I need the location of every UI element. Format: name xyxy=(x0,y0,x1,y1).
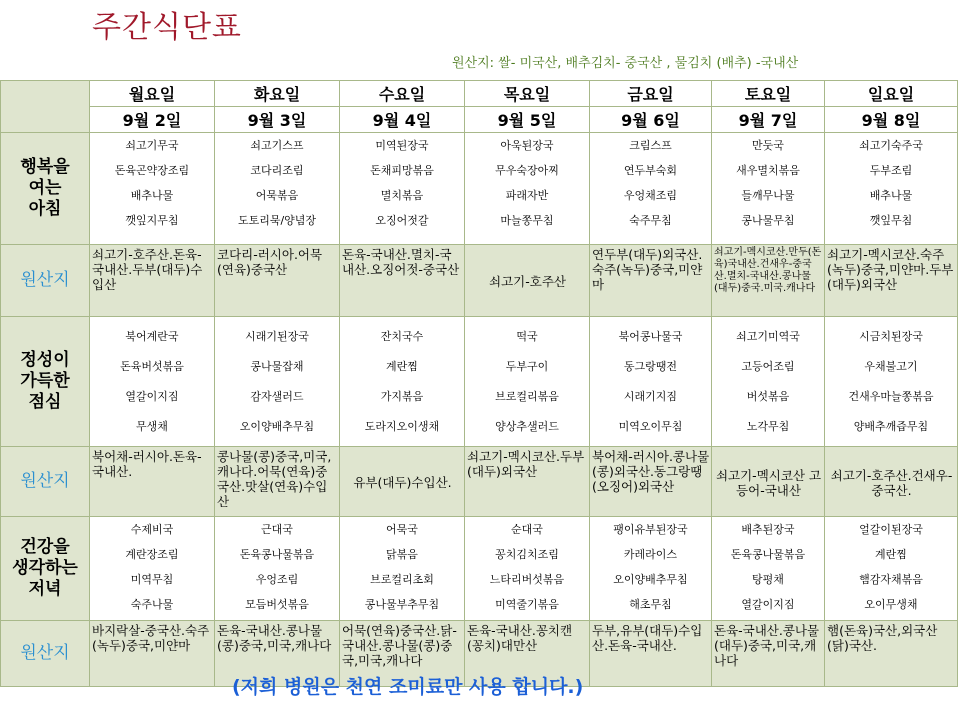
dish-item: 무우숙장아찌 xyxy=(495,164,559,177)
origin-cell: 쇠고기-멕시코산.만두(돈육)국내산.건새우-중국산.멸치-국내산.콩나물(대두)중국.미국.캐나다 xyxy=(712,245,825,317)
origin-label: 원산지 xyxy=(1,245,90,317)
origin-cell: 쇠고기-멕시코산.숙주(녹두)중국,미얀마.두부(대두)외국산 xyxy=(825,245,958,317)
menu-cell xyxy=(215,517,340,621)
origin-cell: 쇠고기-호주산 xyxy=(465,245,590,317)
dish-item: 햄감자채볶음 xyxy=(859,573,923,586)
origin-cell: 코다리-러시아.어묵(연육)중국산 xyxy=(215,245,340,317)
date-header: 9월 8일 xyxy=(825,107,958,133)
menu-cell xyxy=(590,517,712,621)
dish-item: 두부구이 xyxy=(505,359,549,373)
dish-item: 어묵국 xyxy=(386,523,418,536)
dish-item: 우엉채조림 xyxy=(623,189,678,202)
dish-item: 파래자반 xyxy=(505,189,549,202)
origin-cell: 돈육-국내산.콩나물(콩)중국,미국,캐나다 xyxy=(215,621,340,687)
dish-item: 도라지오이생채 xyxy=(364,419,440,433)
dish-item: 고등어조림 xyxy=(741,359,795,373)
dish-item: 미역무침 xyxy=(130,573,174,586)
menu-cell xyxy=(590,317,712,447)
dish-item: 모듬버섯볶음 xyxy=(245,598,309,611)
origin-cell: 돈육-국내산.멸치-국내산.오징어젓-중국산 xyxy=(340,245,465,317)
dish-item: 근대국 xyxy=(261,523,293,536)
dish-item: 떡국 xyxy=(516,329,538,343)
menu-cell xyxy=(340,317,465,447)
menu-cell xyxy=(90,317,215,447)
dish-item: 양상추샐러드 xyxy=(495,419,559,433)
origin-label: 원산지 xyxy=(1,621,90,687)
dish-item: 돈채피망볶음 xyxy=(370,164,434,177)
dish-item: 계란찜 xyxy=(386,359,418,373)
weekly-menu-table xyxy=(0,80,958,687)
dish-item: 숙주무침 xyxy=(629,214,672,227)
dish-item: 시래기지짐 xyxy=(623,389,678,403)
origin-note: 원산지: 쌀- 미국산, 배추김치- 중국산 , 물김치 (배추) -국내산 xyxy=(452,56,799,71)
meal-row xyxy=(1,133,958,245)
meal-label: 건강을 생각하는 저녁 xyxy=(1,517,90,621)
dish-item: 건새우마늘쫑볶음 xyxy=(848,389,934,403)
dish-item: 두부조림 xyxy=(869,164,913,177)
menu-cell xyxy=(825,517,958,621)
dish-item: 순대국 xyxy=(511,523,543,536)
dish-item: 무생채 xyxy=(136,419,168,433)
dish-item: 쇠고기미역국 xyxy=(736,329,800,343)
origin-cell: 돈육-국내산.콩나물(대두)중국,미국,캐나다 xyxy=(712,621,825,687)
dish-item: 해초무침 xyxy=(629,598,672,611)
day-header: 일요일 xyxy=(825,81,958,107)
dish-item: 오징어젓갈 xyxy=(375,214,429,227)
dish-item: 탕평채 xyxy=(752,573,784,586)
dish-item: 배추나물 xyxy=(869,189,913,202)
dish-item: 미역오이무침 xyxy=(618,419,683,433)
dish-item: 쇠고기숙주국 xyxy=(859,139,923,152)
dish-item: 쇠고기스프 xyxy=(250,139,304,152)
day-header: 목요일 xyxy=(465,81,590,107)
dish-item: 연두부숙회 xyxy=(623,164,678,177)
menu-cell xyxy=(340,133,465,245)
dish-item: 돈육콩나물볶음 xyxy=(239,548,315,561)
date-header: 9월 4일 xyxy=(340,107,465,133)
dish-item: 미역줄기볶음 xyxy=(495,598,559,611)
origin-cell: 쇠고기-호주산.돈육-국내산.두부(대두)수입산 xyxy=(90,245,215,317)
dish-item: 콩나물잡채 xyxy=(250,359,304,373)
dish-item: 크림스프 xyxy=(629,139,672,152)
menu-cell xyxy=(465,517,590,621)
dish-item: 시래기된장국 xyxy=(245,329,309,343)
origin-cell: 쇠고기-멕시코산.두부(대두)외국산 xyxy=(465,447,590,517)
dish-item: 북어콩나물국 xyxy=(618,329,683,343)
dish-item: 만둣국 xyxy=(752,139,784,152)
dish-item: 새우멸치볶음 xyxy=(736,164,800,177)
date-header-row xyxy=(1,107,958,133)
date-header: 9월 7일 xyxy=(712,107,825,133)
dish-item: 동그랑땡전 xyxy=(623,359,678,373)
footer-note: (저희 병원은 천연 조미료만 사용 합니다.) xyxy=(232,676,584,698)
menu-cell xyxy=(90,133,215,245)
dish-item: 배추나물 xyxy=(130,189,174,202)
dish-item: 돈육곤약장조림 xyxy=(114,164,190,177)
origin-cell: 햄(돈육)국산,외국산(닭)국산. xyxy=(825,621,958,687)
day-header: 금요일 xyxy=(590,81,712,107)
origin-row xyxy=(1,447,958,517)
menu-cell xyxy=(825,317,958,447)
dish-item: 쇠고기무국 xyxy=(125,139,179,152)
menu-cell xyxy=(712,517,825,621)
dish-item: 시금치된장국 xyxy=(859,329,923,343)
dish-item: 양배추깨즙무침 xyxy=(853,419,929,433)
page-title: 주간식단표 xyxy=(92,10,242,45)
dish-item: 돈육버섯볶음 xyxy=(120,359,184,373)
menu-cell xyxy=(825,133,958,245)
dish-item: 도토리묵/양념장 xyxy=(237,214,317,227)
dish-item: 오이무생채 xyxy=(864,598,918,611)
origin-label: 원산지 xyxy=(1,447,90,517)
dish-item: 돈육콩나물볶음 xyxy=(730,548,806,561)
meal-row xyxy=(1,317,958,447)
origin-cell: 두부,유부(대두)수입산.돈육-국내산. xyxy=(590,621,712,687)
dish-item: 계란장조림 xyxy=(125,548,179,561)
dish-item: 멸치볶음 xyxy=(380,189,424,202)
origin-cell: 유부(대두)수입산. xyxy=(340,447,465,517)
date-header: 9월 5일 xyxy=(465,107,590,133)
date-header: 9월 2일 xyxy=(90,107,215,133)
dish-item: 깻잎지무침 xyxy=(125,214,179,227)
dish-item: 콩나물부추무침 xyxy=(364,598,440,611)
dish-item: 잔치국수 xyxy=(380,329,424,343)
origin-cell: 쇠고기-호주산.건새우-중국산. xyxy=(825,447,958,517)
origin-cell: 콩나물(콩)중국,미국,캐나다.어묵(연육)중국산.맛살(연육)수입산 xyxy=(215,447,340,517)
menu-cell xyxy=(465,317,590,447)
dish-item: 마늘쫑무침 xyxy=(500,214,554,227)
dish-item: 숙주나물 xyxy=(130,598,174,611)
day-header: 월요일 xyxy=(90,81,215,107)
dish-item: 브로컬리초회 xyxy=(370,573,434,586)
date-header: 9월 6일 xyxy=(590,107,712,133)
dish-item: 미역된장국 xyxy=(375,139,429,152)
origin-cell: 어묵(연육)중국산.닭-국내산.콩나물(콩)중국,미국,캐나다 xyxy=(340,621,465,687)
dish-item: 배추된장국 xyxy=(741,523,795,536)
header-corner xyxy=(1,81,90,133)
dish-item: 닭볶음 xyxy=(386,548,418,561)
dish-item: 버섯볶음 xyxy=(746,389,790,403)
origin-cell: 바지락살-중국산.숙주(녹두)중국,미얀마 xyxy=(90,621,215,687)
menu-cell xyxy=(215,317,340,447)
day-header: 화요일 xyxy=(215,81,340,107)
dish-item: 들깨무나물 xyxy=(741,189,795,202)
dish-item: 오이양배추무침 xyxy=(613,573,688,586)
day-header-row xyxy=(1,81,958,107)
dish-item: 감자샐러드 xyxy=(250,389,304,403)
day-header: 토요일 xyxy=(712,81,825,107)
origin-cell: 쇠고기-멕시코산 고등어-국내산 xyxy=(712,447,825,517)
meal-row xyxy=(1,517,958,621)
dish-item: 아욱된장국 xyxy=(500,139,554,152)
dish-item: 어묵볶음 xyxy=(255,189,299,202)
meal-label: 정성이 가득한 점심 xyxy=(1,317,90,447)
menu-cell xyxy=(465,133,590,245)
dish-item: 팽이유부된장국 xyxy=(613,523,688,536)
day-header: 수요일 xyxy=(340,81,465,107)
dish-item: 가지볶음 xyxy=(380,389,424,403)
origin-cell: 연두부(대두)외국산.숙주(녹두)중국,미얀마 xyxy=(590,245,712,317)
dish-item: 우엉조림 xyxy=(255,573,299,586)
menu-cell xyxy=(215,133,340,245)
dish-item: 느타리버섯볶음 xyxy=(489,573,565,586)
dish-item: 노각무침 xyxy=(746,419,790,433)
origin-cell: 돈육-국내산.꽁치캔(꽁치)대만산 xyxy=(465,621,590,687)
dish-item: 열갈이지짐 xyxy=(741,598,795,611)
dish-item: 북어계란국 xyxy=(125,329,179,343)
dish-item: 콩나물무침 xyxy=(741,214,795,227)
dish-item: 깻잎무침 xyxy=(869,214,913,227)
dish-item: 오이양배추무침 xyxy=(239,419,315,433)
dish-item: 얼갈이된장국 xyxy=(859,523,923,536)
menu-cell xyxy=(590,133,712,245)
dish-item: 브로컬리볶음 xyxy=(495,389,559,403)
menu-cell xyxy=(90,517,215,621)
origin-cell: 북어채-러시아.돈육-국내산. xyxy=(90,447,215,517)
dish-item: 열갈이지짐 xyxy=(125,389,179,403)
dish-item: 계란찜 xyxy=(875,548,907,561)
menu-cell xyxy=(712,317,825,447)
dish-item: 코다리조림 xyxy=(250,164,304,177)
date-header: 9월 3일 xyxy=(215,107,340,133)
dish-item: 카레라이스 xyxy=(623,548,678,561)
dish-item: 꽁치김치조림 xyxy=(495,548,559,561)
menu-cell xyxy=(712,133,825,245)
dish-item: 수제비국 xyxy=(130,523,174,536)
origin-cell: 북어채-러시아.콩나물(콩)외국산.동그랑땡(오징어)외국산 xyxy=(590,447,712,517)
menu-cell xyxy=(340,517,465,621)
dish-item: 우채불고기 xyxy=(864,359,918,373)
meal-label: 행복을 여는 아침 xyxy=(1,133,90,245)
origin-row xyxy=(1,245,958,317)
